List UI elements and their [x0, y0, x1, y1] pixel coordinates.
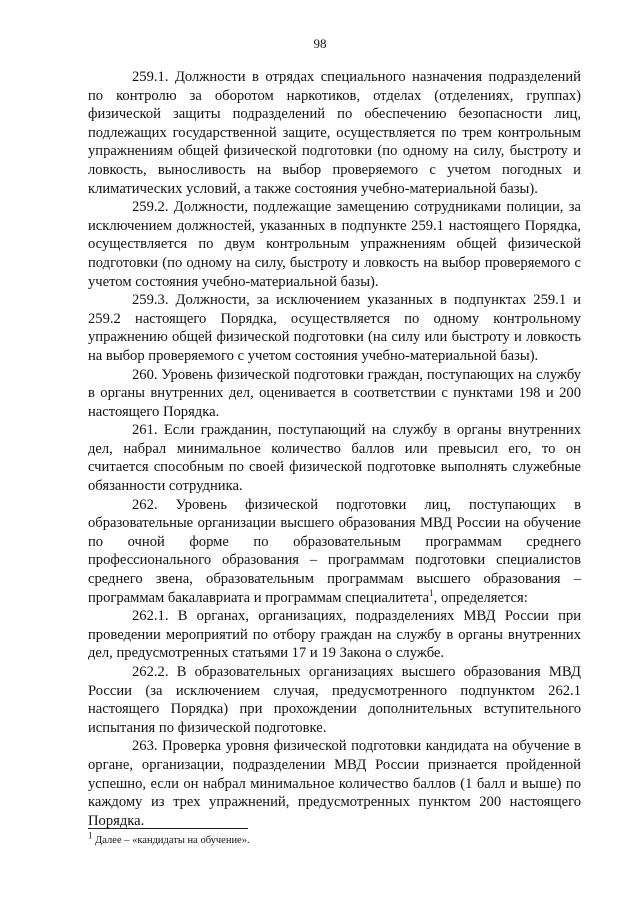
- paragraph-262-ending: , определяется:: [433, 589, 528, 606]
- paragraph-262-1: 262.1. В органах, организациях, подразделениях МВД России при проведении мероприятий по отбору граждан на службу в органы внутренних дел, предусмотренных статьями 17 и 19 Закона о службе.: [88, 608, 581, 662]
- page-number: 98: [313, 36, 327, 51]
- paragraph-259-3: 259.3. Должности, за исключением указанных в подпунктах 259.1 и 259.2 настоящего Порядка, осуществляется по одному контрольному упражнению общей физической подготовки (на силу или быстроту и ловкость на выбор проверяемого с учетом состояния учебно-материальной базы).: [88, 292, 581, 364]
- paragraph-260: 260. Уровень физической подготовки граждан, поступающих на службу в органы внутренних дел, оценивается в соответствии с пунктами 198 и 200 настоящего Порядка.: [88, 366, 581, 420]
- document-body: [88, 68, 581, 830]
- paragraph-261: 261. Если гражданин, поступающий на службу в органы внутренних дел, набрал минимальное количество баллов или превысил его, то он считается способным по своей физической подготовке выполнять служебные обязанности сотрудника.: [88, 422, 581, 495]
- paragraph-263: 263. Проверка уровня физической подготовки кандидата на обучение в органе, организации, подразделении МВД России признается пройденной успешно, если он набрал минимальное количество баллов (1 балл и выше) по каждому из трех упражнений, предусмотренных пунктом 200 настоящего Порядка.: [88, 738, 581, 829]
- paragraph-262-text: 262. Уровень физической подготовки лиц, поступающих в образовательные организации высшего образования МВД России на обучение по очной форме по образовательным программам среднего профессионального образования – программам подготовки специалистов среднего звена, образовательным программам высшего образования – программам бакалавриата и программам специалитета: [88, 496, 581, 606]
- paragraph-259-1: 259.1. Должности в отрядах специального назначения подразделений по контролю за оборотом наркотиков, отделах (отделениях, группах) физической защиты подразделений по обеспечению безопасности лиц, подлежащих государственной защите, осуществляется по трем контрольным упражнениям общей физической подготовки (по одному на силу, быстроту и ловкость, выносливость на выбор проверяемого с учетом погодных и климатических условий, а также состояния учебно-материальной базы).: [88, 69, 581, 197]
- footnote-reference-mark: 1: [429, 587, 434, 598]
- paragraph-262: [88, 496, 581, 608]
- footnote-text: Далее – «кандидаты на обучение».: [92, 835, 250, 846]
- paragraph-262-2: 262.2. В образовательных организациях высшего образования МВД России (за исключением случая, предусмотренного подпунктом 262.1 настоящего Порядка) при прохождении дополнительных вступительного испытания по физической подготовке.: [88, 664, 581, 736]
- paragraph-259-2: 259.2. Должности, подлежащие замещению сотрудниками полиции, за исключением должностей, указанных в подпункте 259.1 настоящего Порядка, осуществляется по двум контрольным упражнениям общей физической подготовки (по одному на силу, быстроту и ловкость на выбор проверяемого с учетом состояния учебно-материальной базы).: [88, 199, 581, 290]
- footnote-mark: 1: [88, 830, 93, 841]
- footnote: [88, 830, 581, 847]
- footnote-divider: [88, 828, 248, 829]
